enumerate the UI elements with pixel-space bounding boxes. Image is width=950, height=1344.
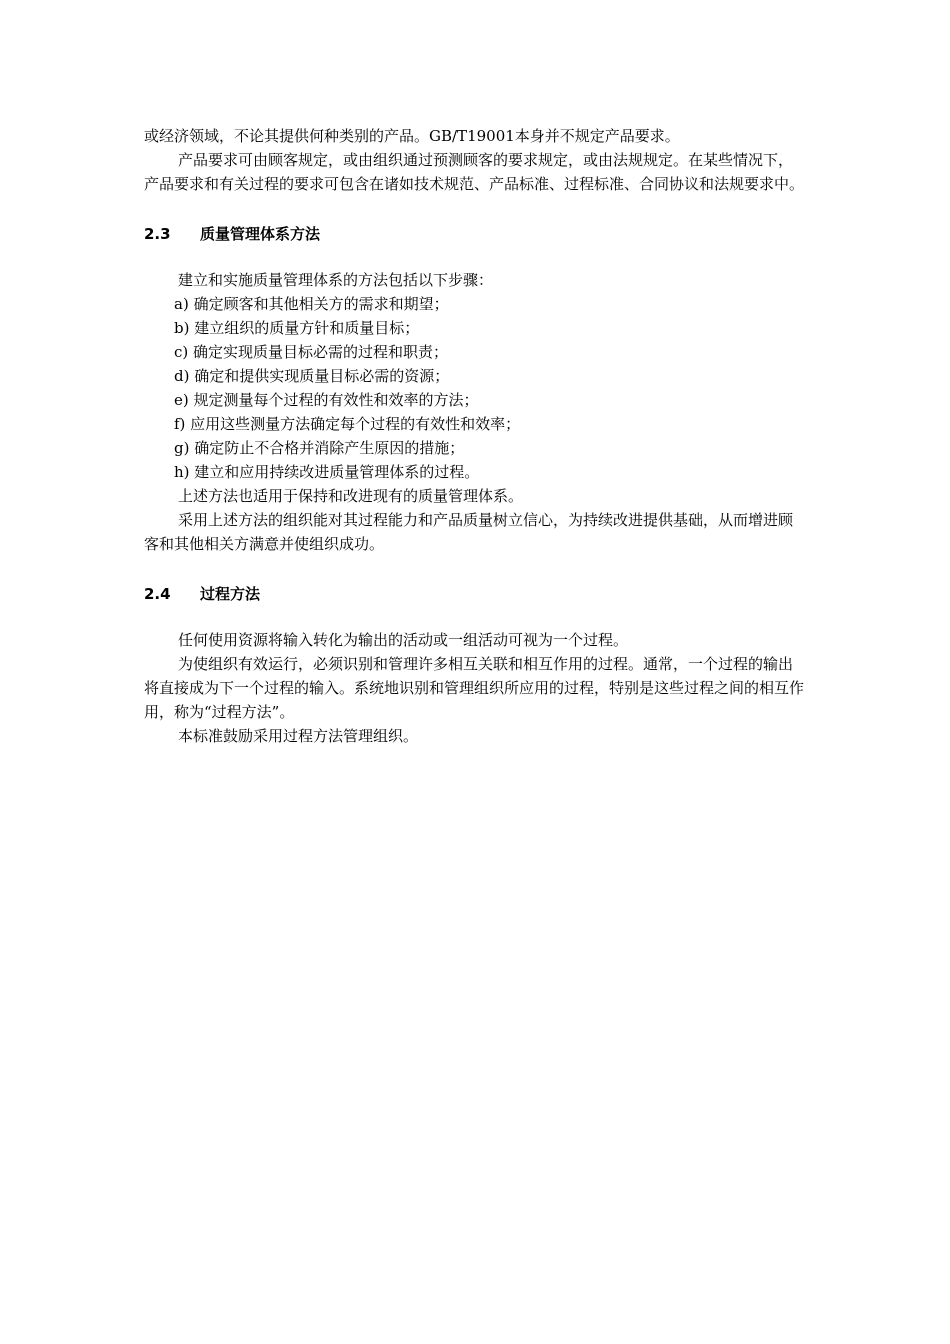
document-body [144, 124, 806, 748]
list-item: c) 确定实现质量目标必需的过程和职责； [174, 343, 449, 361]
section-2-3-paragraph-after-1: 上述方法也适用于保持和改进现有的质量管理体系。 [178, 487, 524, 505]
intro-paragraph-1: 或经济领域，不论其提供何种类别的产品。GB/T19001本身并不规定产品要求。 [144, 127, 680, 145]
list-item: a) 确定顾客和其他相关方的需求和期望； [174, 295, 449, 313]
list-item: d) 确定和提供实现质量目标必需的资源； [174, 367, 450, 385]
section-2-3-paragraph-after-2: 采用上述方法的组织能对其过程能力和产品质量树立信心，为持续改进提供基础，从而增进顾客和其他相关方满意并使组织成功。 [144, 511, 794, 553]
section-title: 质量管理体系方法 [200, 225, 321, 243]
intro-paragraph-2: 产品要求可由顾客规定，或由组织通过预测顾客的要求规定，或由法规规定。在某些情况下，产品要求和有关过程的要求可包含在诸如技术规范、产品标准、过程标准、合同协议和法规要求中。 [144, 151, 805, 193]
section-2-4-paragraph-3: 本标准鼓励采用过程方法管理组织。 [178, 727, 419, 745]
steps-list [144, 292, 806, 484]
section-2-4-paragraph-1: 任何使用资源将输入转化为输出的活动或一组活动可视为一个过程。 [178, 631, 629, 649]
section-title: 过程方法 [200, 585, 261, 603]
list-item: g) 确定防止不合格并消除产生原因的措施； [174, 439, 465, 457]
list-item: f) 应用这些测量方法确定每个过程的有效性和效率； [174, 415, 521, 433]
list-item: h) 建立和应用持续改进质量管理体系的过程。 [174, 463, 480, 481]
section-2-4-paragraph-2: 为使组织有效运行，必须识别和管理许多相互关联和相互作用的过程。通常，一个过程的输出将直接成为下一个过程的输入。系统地识别和管理组织所应用的过程，特别是这些过程之间的相互作用，称为“过程方法”。 [144, 655, 805, 721]
spacer [144, 606, 806, 628]
list-item: b) 建立组织的质量方针和质量目标； [174, 319, 420, 337]
list-item: e) 规定测量每个过程的有效性和效率的方法； [174, 391, 479, 409]
section-2-3-lead: 建立和实施质量管理体系的方法包括以下步骤： [178, 271, 494, 289]
section-number: 2.3 [144, 225, 171, 243]
spacer [144, 556, 806, 582]
section-heading-2-3 [144, 222, 806, 246]
spacer [144, 196, 806, 222]
section-heading-2-4 [144, 582, 806, 606]
spacer [144, 246, 806, 268]
section-number: 2.4 [144, 585, 171, 603]
